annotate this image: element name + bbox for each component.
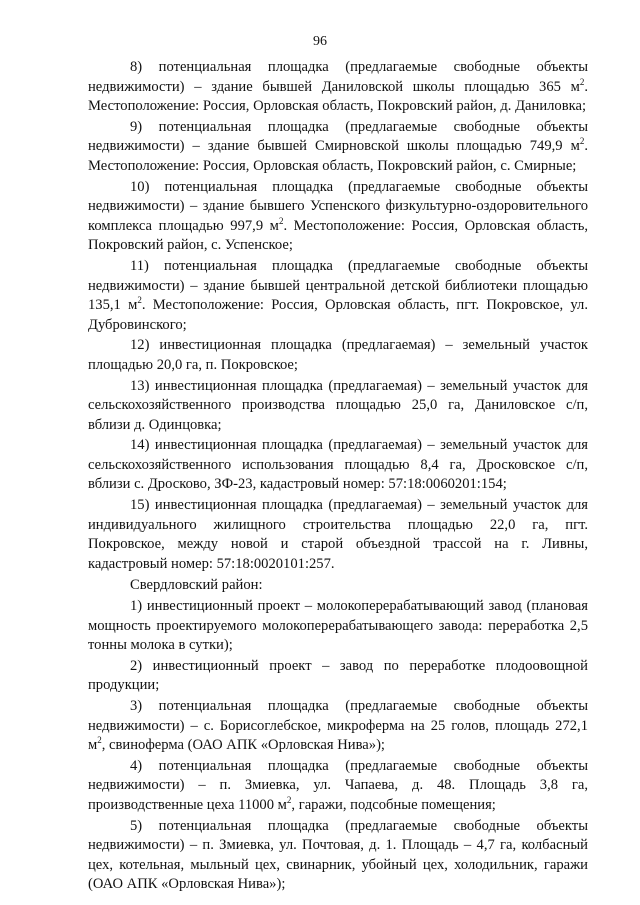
paragraph-text-continued: . Местоположение: Россия, Орловская область, Покровский район, д. Даниловка;: [88, 78, 588, 115]
list-item-paragraph: [88, 118, 588, 177]
document-body: [88, 58, 588, 895]
sverdlovsky-district-list: [88, 597, 588, 895]
paragraph-text: 9) потенциальная площадка (предлагаемые свободные объекты недвижимости) – здание бывшей Смирновской школы площадью 749,9 м: [88, 118, 588, 155]
paragraph-text: 13) инвестиционная площадка (предлагаемая) – земельный участок для сельскохозяйственного производства площадью 25,0 га, Даниловское с/п, вблизи д. Одинцовка;: [88, 377, 588, 433]
page-number: 96: [313, 34, 327, 49]
paragraph-text: 4) потенциальная площадка (предлагаемые свободные объекты недвижимости) – п. Змиевка, ул. Чапаева, д. 48. Площадь 3,8 га, производственные цеха 11000 м: [88, 757, 588, 813]
area-unit-superscript: 2: [286, 794, 292, 805]
area-unit-superscript: 2: [97, 735, 102, 746]
area-unit-superscript: 2: [137, 295, 142, 306]
scan-dot: [509, 880, 510, 881]
area-unit-superscript: 2: [579, 76, 585, 87]
area-unit-superscript: 2: [579, 136, 585, 147]
paragraph-text-continued: , гаражи, подсобные помещения;: [291, 796, 496, 813]
list-item-paragraph: [88, 757, 588, 816]
list-item-paragraph: [88, 436, 588, 495]
paragraph-text-continued: , свиноферма (ОАО АПК «Орловская Нива»);: [101, 737, 385, 754]
paragraph-text: 11) потенциальная площадка (предлагаемые свободные объекты недвижимости) – здание бывшей центральной детской библиотеки площадью 135,1 м: [88, 257, 588, 314]
paragraph-text-continued: . Местоположение: Россия, Орловская область, Покровский район, с. Смирные;: [88, 138, 588, 174]
paragraph-text-continued: . Местоположение: Россия, Орловская область, Покровский район, с. Успенское;: [88, 217, 589, 254]
pokrovsky-district-list: [88, 58, 588, 574]
paragraph-text: 5) потенциальная площадка (предлагаемые свободные объекты недвижимости) – п. Змиевка, ул. Почтовая, д. 1. Площадь – 4,7 га, колбасный цех, котельная, мыльный цех, свинарник, убойный цех, холодильник, гаражи (ОАО АПК «Орловская Нива»);: [88, 817, 588, 893]
list-item-paragraph: [88, 58, 588, 117]
paragraph-text: 12) инвестиционная площадка (предлагаемая) – земельный участок площадью 20,0 га, п. Покровское;: [88, 337, 588, 373]
list-item-paragraph: [88, 377, 588, 436]
paragraph-text-continued: . Местоположение: Россия, Орловская область, пгт. Покровское, ул. Дубровинского;: [88, 297, 588, 333]
section-heading-sverdlovsky: Свердловский район:: [130, 577, 263, 594]
list-item-paragraph: [88, 178, 588, 256]
list-item-paragraph: [88, 697, 588, 756]
paragraph-text: 15) инвестиционная площадка (предлагаемая) – земельный участок для индивидуального жилищного строительства площадью 22,0 га, пгт. Покровское, между новой и старой объездной трассой на г. Ливны, кадастровый номер: 57:18:0020101:257.: [88, 497, 588, 572]
paragraph-text: 14) инвестиционная площадка (предлагаемая) – земельный участок для сельскохозяйственного использования площадью 8,4 га, Дросковское с/п, вблизи с. Дросково, ЗФ-23, кадастровый номер: 57:18:0060201:154;: [88, 437, 588, 493]
paragraph-text: 8) потенциальная площадка (предлагаемые свободные объекты недвижимости) – здание бывшей Даниловской школы площадью 365 м: [88, 59, 588, 95]
list-item-paragraph: [88, 657, 588, 696]
list-item-paragraph: [88, 817, 588, 895]
list-item-paragraph: [88, 496, 588, 574]
paragraph-text: 2) инвестиционный проект – завод по переработке плодоовощной продукции;: [88, 657, 588, 694]
area-unit-superscript: 2: [278, 215, 284, 226]
list-item-paragraph: [88, 597, 588, 656]
list-item-paragraph: [88, 257, 588, 335]
paragraph-text: 1) инвестиционный проект – молокоперерабатывающий завод (плановая мощность проектируемого молокоперерабатывающего завода: переработка 2,5 тонны молока в сутки);: [88, 598, 588, 654]
paragraph-text: 10) потенциальная площадка (предлагаемые свободные объекты недвижимости) – здание бывшего Успенского физкультурно-оздоровительного комплекса площадью 997,9 м: [88, 178, 588, 234]
list-item-paragraph: [88, 336, 588, 375]
paragraph-text: 3) потенциальная площадка (предлагаемые свободные объекты недвижимости) – с. Борисоглебское, микроферма на 25 голов, площадь 272,1 м: [88, 698, 588, 754]
